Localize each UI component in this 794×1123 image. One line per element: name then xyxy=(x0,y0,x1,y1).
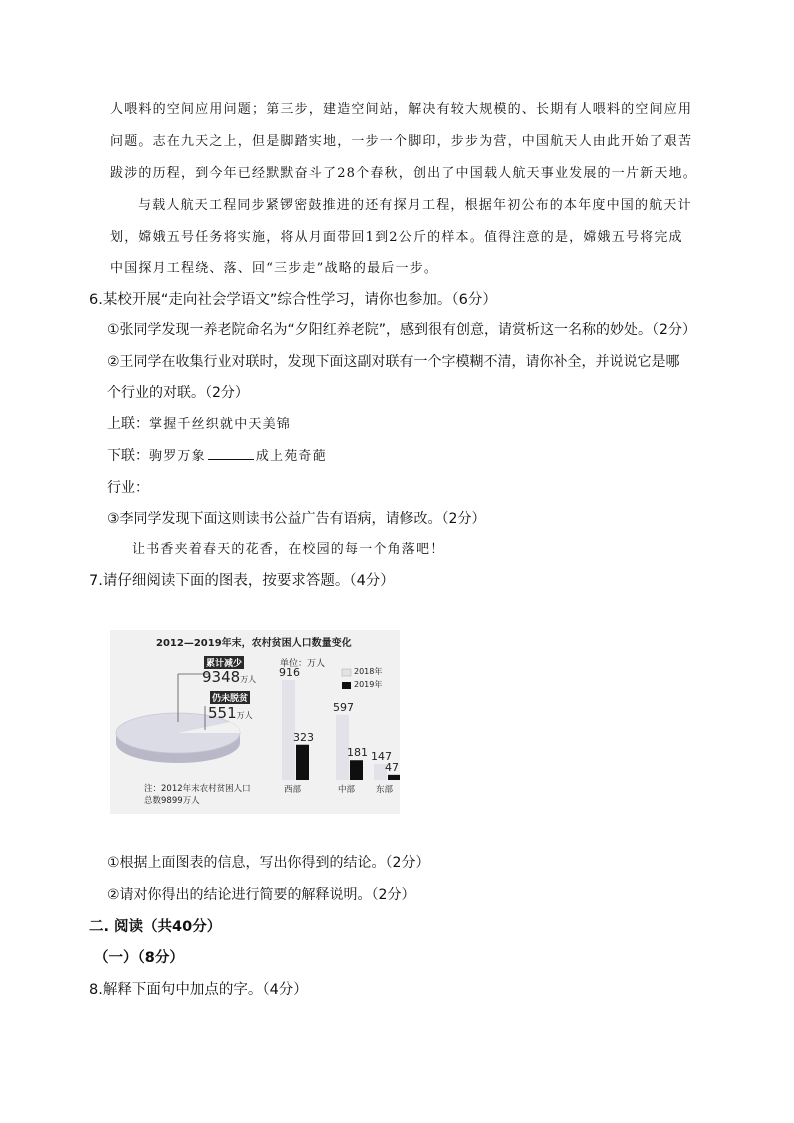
couplet-lower-text-after: 成上苑奇葩 xyxy=(255,449,327,464)
reading-ad: 让书香夹着春天的花香，在校园的每一个角落吧！ xyxy=(132,542,445,557)
question-6-sub2-cont: 个行业的对联。（2分） xyxy=(107,385,249,401)
category-label: 东部 xyxy=(376,785,394,795)
chart-note-2: 总数9899万人 xyxy=(144,796,200,806)
bar-东部-2019年 xyxy=(388,775,400,780)
passage-line: 与载人航天工程同步紧锣密鼓推进的还有探月工程，根据年初公布的本年度中国的航天计 xyxy=(138,198,692,213)
passage-line: 问题。志在九天之上，但是脚踏实地，一步一个脚印，步步为营，中国航天人由此开始了艰苦 xyxy=(110,134,693,149)
couplet-upper-label: 上联： xyxy=(107,416,149,432)
poverty-chart xyxy=(110,630,400,814)
bar-value-label: 47 xyxy=(385,760,399,774)
question-6-sub3: ③李同学发现下面这则读书公益广告有语病，请修改。（2分） xyxy=(107,511,486,527)
chart-note-1: 注：2012年末农村贫困人口 xyxy=(144,784,251,794)
couplet-lower-text-before: 驹罗万象 xyxy=(149,449,206,464)
pie-reduced-value: 9348万人 xyxy=(202,668,257,686)
bar-value-label: 916 xyxy=(279,666,300,679)
passage-line: 跋涉的历程，到今年已经默默奋斗了28个春秋，创出了中国载人航天事业发展的一片新天地。 xyxy=(110,166,697,181)
legend-2019-label: 2019年 xyxy=(354,680,383,689)
bar-value-label: 181 xyxy=(347,746,368,760)
couplet-upper xyxy=(107,414,291,435)
pie-remaining-value: 551万人 xyxy=(208,704,253,722)
bar-value-label: 323 xyxy=(293,730,314,744)
pie-reduced-label: 累计减少 xyxy=(204,656,244,669)
couplet-upper-text: 掌握千丝织就中天美锦 xyxy=(149,417,292,432)
question-6-sub1: ①张同学发现一养老院命名为“夕阳红养老院”，感到很有创意，请赏析这一名称的妙处。（2分） xyxy=(107,322,696,338)
bar-value-label: 147 xyxy=(371,749,392,763)
question-7-sub2: ②请对你得出的结论进行简要的解释说明。（2分） xyxy=(107,887,416,903)
couplet-blank[interactable] xyxy=(208,447,254,460)
passage-line: 中国探月工程绕、落、回“三步走”战略的最后一步。 xyxy=(110,261,439,276)
chart-unit: 单位：万人 xyxy=(280,659,326,669)
chart-title: 2012—2019年末，农村贫困人口数量变化 xyxy=(156,638,352,649)
legend-2019-swatch xyxy=(342,682,351,689)
section-2-part-1: （一）（8分） xyxy=(94,950,184,966)
bar-西部-2019年 xyxy=(296,745,309,780)
category-label: 西部 xyxy=(284,785,302,795)
question-6-sub2: ②王同学在收集行业对联时，发现下面这副对联有一个字模糊不清，请你补全，并说说它是哪 xyxy=(107,354,680,370)
question-8-title: 8.解释下面句中加点的字。（4分） xyxy=(89,982,308,998)
question-6-title: 6.某校开展“走向社会学语文”综合性学习，请你也参加。（6分） xyxy=(89,292,497,308)
question-7-title: 7.请仔细阅读下面的图表，按要求答题。（4分） xyxy=(89,573,395,589)
section-2-title: 二. 阅读（共40分） xyxy=(89,919,222,935)
bar-value-label: 597 xyxy=(333,700,354,714)
industry-label: 行业： xyxy=(107,480,149,496)
passage-line: 人喂料的空间应用问题；第三步，建造空间站，解决有较大规模的、长期有人喂料的空间应用 xyxy=(110,102,693,117)
couplet-lower-label: 下联： xyxy=(107,448,149,464)
couplet-lower xyxy=(107,446,327,467)
legend-2018-label: 2018年 xyxy=(354,667,383,676)
pie-remaining-label: 仍未脱贫 xyxy=(210,691,250,704)
passage-line: 划，嫦娥五号任务将实施，将从月面带回1到2公斤的样本。值得注意的是，嫦娥五号将完成 xyxy=(110,230,683,245)
legend-2018-swatch xyxy=(342,669,351,676)
question-7-sub1: ①根据上面图表的信息，写出你得到的结论。（2分） xyxy=(107,855,430,871)
category-label: 中部 xyxy=(338,785,356,795)
bar-中部-2019年 xyxy=(350,760,363,780)
